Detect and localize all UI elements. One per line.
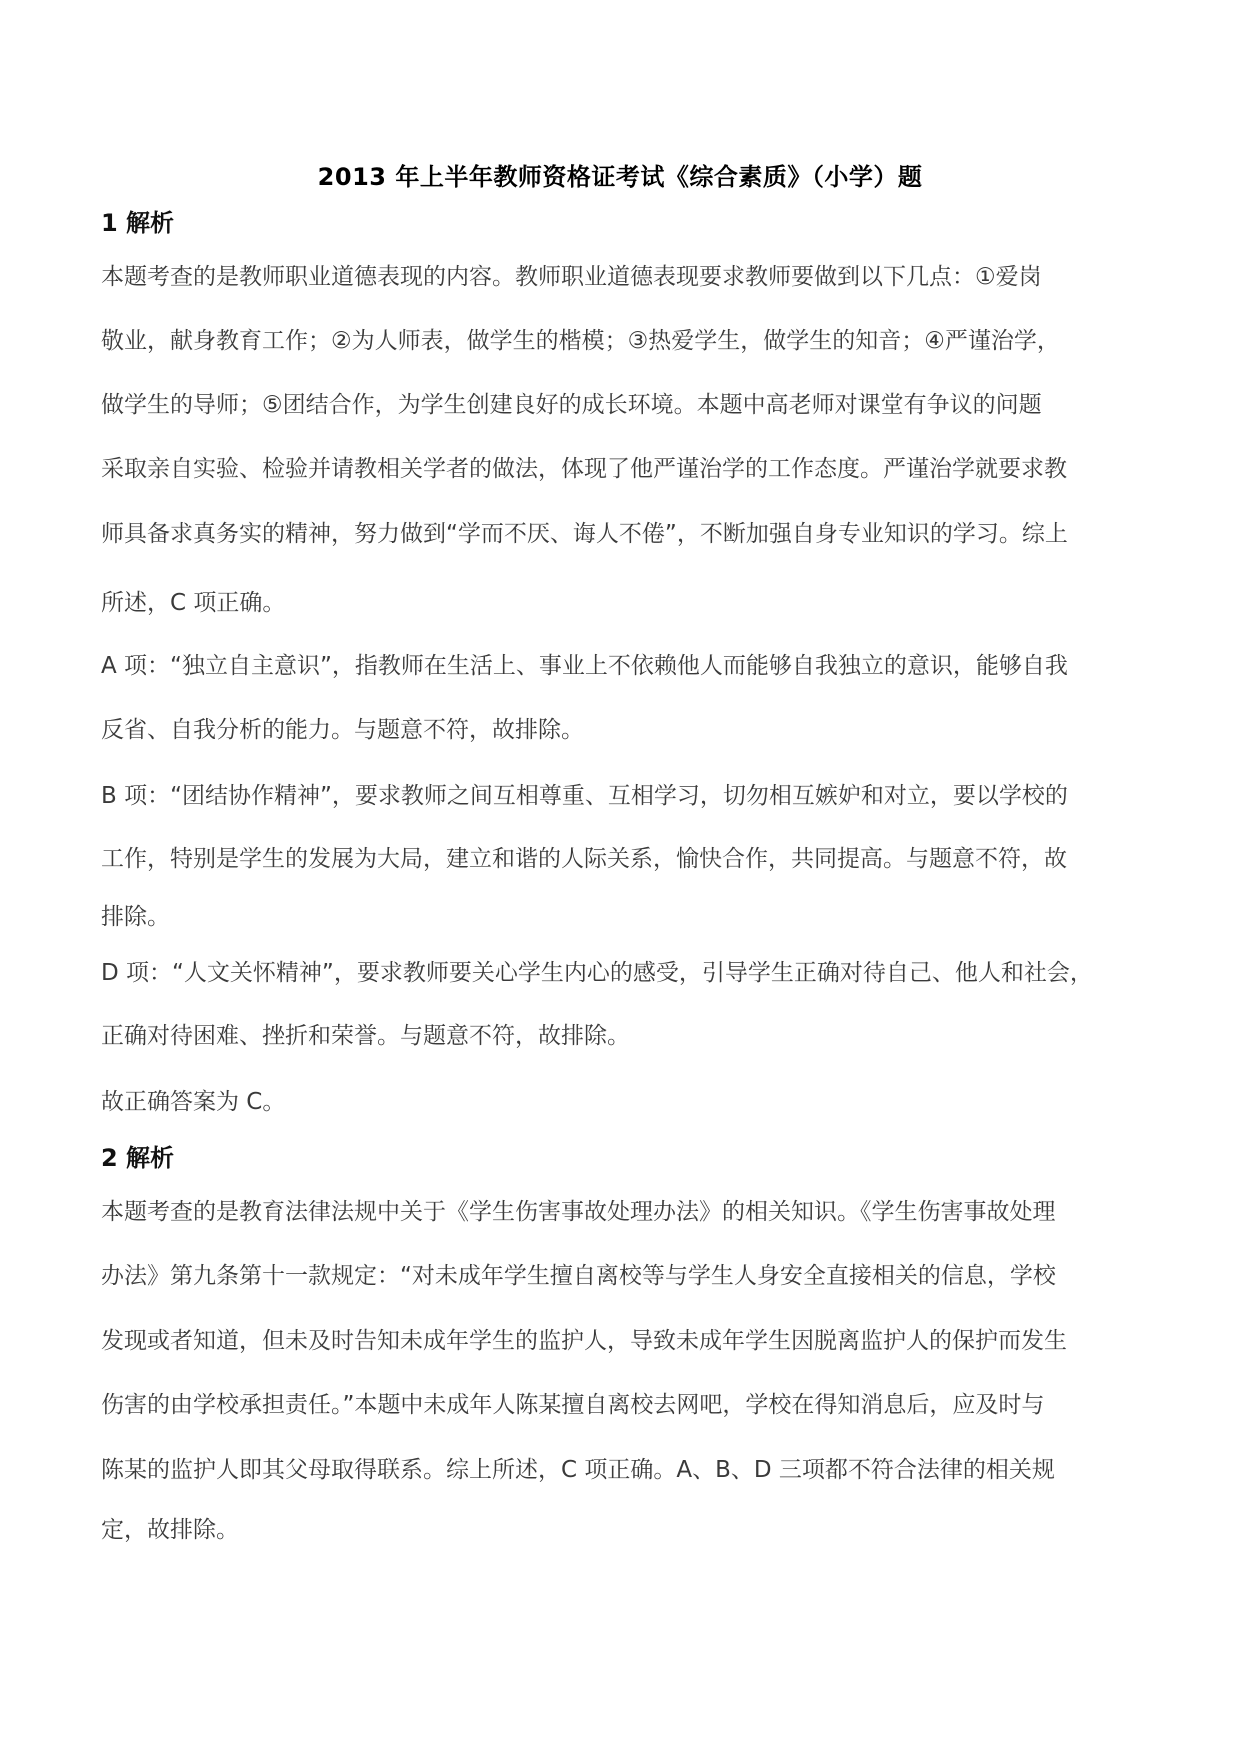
- section-1-option-a: A 项：“独立自主意识”，指教师在生活上、事业上不依赖他人而能够自我独立的意识，能够自我: [101, 653, 1068, 679]
- section-1-heading: 1 解析: [101, 209, 175, 237]
- section-1-option-d: D 项：“人文关怀精神”，要求教师要关心学生内心的感受，引导学生正确对待自己、他人和社会，: [101, 960, 1093, 986]
- section-1-option-b: 工作，特别是学生的发展为大局，建立和谐的人际关系，愉快合作，共同提高。与题意不符，故: [101, 846, 1067, 872]
- section-1-line: 所述，C 项正确。: [101, 590, 286, 616]
- section-1-line: 采取亲自实验、检验并请教相关学者的做法，体现了他严谨治学的工作态度。严谨治学就要求教: [101, 456, 1067, 482]
- section-2-line: 定，故排除。: [101, 1517, 239, 1543]
- section-1-option-b: 排除。: [101, 904, 170, 930]
- section-1-answer: 故正确答案为 C。: [101, 1089, 286, 1115]
- document-title: 2013 年上半年教师资格证考试《综合素质》（小学）题: [317, 163, 923, 191]
- section-1-option-d: 正确对待困难、挫折和荣誉。与题意不符，故排除。: [101, 1023, 630, 1049]
- section-1-line: 敬业，献身教育工作；②为人师表，做学生的楷模；③热爱学生，做学生的知音；④严谨治学，: [101, 328, 1060, 354]
- section-1-option-a: 反省、自我分析的能力。与题意不符，故排除。: [101, 717, 584, 743]
- section-1-line: 做学生的导师；⑤团结合作，为学生创建良好的成长环境。本题中高老师对课堂有争议的问题: [101, 392, 1042, 418]
- section-1-option-b: B 项：“团结协作精神”，要求教师之间互相尊重、互相学习，切勿相互嫉妒和对立，要以学校的: [101, 783, 1068, 809]
- section-1-line: 本题考查的是教师职业道德表现的内容。教师职业道德表现要求教师要做到以下几点：①爱岗: [101, 264, 1042, 290]
- section-2-line: 本题考查的是教育法律法规中关于《学生伤害事故处理办法》的相关知识。《学生伤害事故处理: [101, 1199, 1056, 1225]
- section-2-line: 陈某的监护人即其父母取得联系。综上所述，C 项正确。A、B、D 三项都不符合法律的相关规: [101, 1457, 1055, 1483]
- section-1-line: 师具备求真务实的精神，努力做到“学而不厌、诲人不倦”，不断加强自身专业知识的学习。综上: [101, 521, 1068, 547]
- section-2-line: 发现或者知道，但未及时告知未成年学生的监护人，导致未成年学生因脱离监护人的保护而发生: [101, 1328, 1067, 1354]
- section-2-heading: 2 解析: [101, 1144, 175, 1172]
- section-2-line: 办法》第九条第十一款规定：“对未成年学生擅自离校等与学生人身安全直接相关的信息，学校: [101, 1263, 1056, 1289]
- section-2-line: 伤害的由学校承担责任。”本题中未成年人陈某擅自离校去网吧，学校在得知消息后，应及时与: [101, 1392, 1045, 1418]
